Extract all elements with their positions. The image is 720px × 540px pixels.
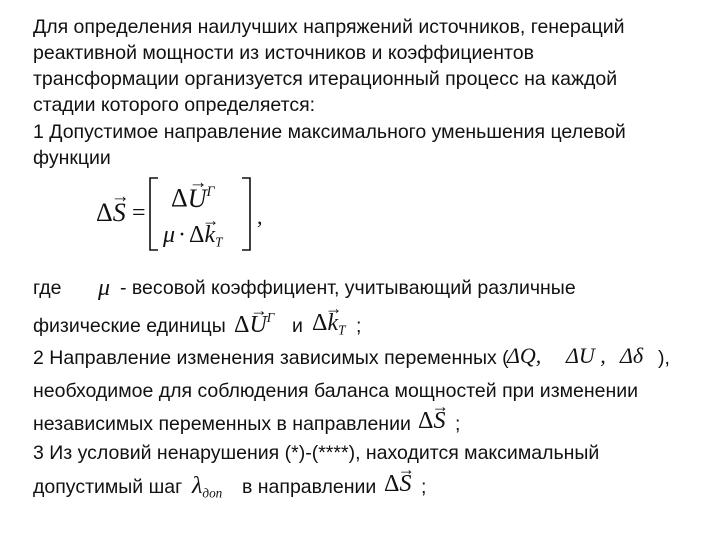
formula-comma: , [257, 204, 263, 229]
mu-symbol: μ [163, 222, 176, 248]
step3-s-delta: Δ [384, 471, 400, 497]
paragraph-line-4: стадии которого определяется: [33, 94, 316, 116]
paragraph-line-3: трансформации организуется итерационный процесс на каждой [33, 68, 618, 90]
step2-delta-s [418, 409, 445, 433]
step2-s-delta: Δ [418, 408, 434, 434]
row2-delta: Δ [189, 222, 205, 248]
vector-u-2: → U [249, 313, 266, 337]
vector-u: → U [188, 186, 207, 212]
step3-line-1: 3 Из условий ненарушения (*)-(****), находится максимальный [33, 442, 600, 464]
lambda-symbol: λ [192, 473, 203, 499]
where-mu: μ [98, 275, 111, 301]
step2-du: ΔU , [566, 343, 606, 368]
step3-line-2: допустимый шаг [33, 476, 183, 498]
step2-semicolon: ; [455, 413, 461, 435]
paragraph-line-2: реактивной мощности из источников и коэффициентов [33, 42, 534, 64]
where-delta-u [234, 311, 274, 337]
row2-subscript: T [215, 234, 223, 250]
where-u-delta: Δ [234, 311, 250, 338]
where-word: где [33, 277, 62, 299]
step2-text: 2 Направление изменения зависимых переменных ( [33, 347, 509, 369]
left-bracket [148, 176, 160, 252]
where-k-subscript: T [338, 322, 346, 338]
matrix-row-2 [163, 223, 222, 249]
where-and: и [292, 315, 303, 337]
formula-equals: = [132, 200, 146, 226]
step3-semicolon: ; [421, 476, 427, 498]
paragraph-line-5: 1 Допустимое направление максимального уменьшения целевой [33, 121, 626, 143]
row1-superscript: Г [206, 184, 215, 200]
step3-delta-s [384, 472, 411, 496]
step3-lambda [192, 474, 222, 500]
matrix-row-1 [171, 185, 215, 212]
paragraph-line-6: функции [33, 147, 111, 169]
vector-k-2: → k [327, 311, 338, 335]
where-delta-k [312, 311, 345, 337]
formula-lhs [96, 200, 126, 226]
where-description: - весовой коэффициент, учитывающий различные [120, 277, 576, 299]
vector-s-2: → S [433, 409, 445, 433]
right-bracket [240, 176, 252, 252]
paragraph-line-1: Для определения наилучших напряжений источников, генераций [33, 16, 625, 38]
row1-delta: Δ [171, 183, 188, 213]
where-line-2: физические единицы [33, 315, 226, 337]
step2-dd: Δδ [620, 343, 644, 368]
multiply-dot: · [178, 222, 187, 248]
where-k-delta: Δ [312, 310, 328, 336]
step2-line-2: необходимое для соблюдения баланса мощностей при изменении [33, 380, 639, 402]
vector-s: → S [113, 200, 126, 226]
vector-s-3: → S [399, 472, 411, 496]
step2-close: ), [658, 347, 670, 369]
where-semicolon: ; [356, 315, 362, 337]
step2-line-3: независимых переменных в направлении [33, 413, 411, 435]
vector-k: → k [204, 223, 215, 247]
step3-direction: в направлении [242, 476, 377, 498]
lambda-subscript: доп [202, 485, 223, 501]
formula-lhs-delta: Δ [96, 198, 113, 227]
step2-dq: ΔQ, [507, 343, 542, 368]
where-u-superscript: Г [266, 310, 275, 325]
